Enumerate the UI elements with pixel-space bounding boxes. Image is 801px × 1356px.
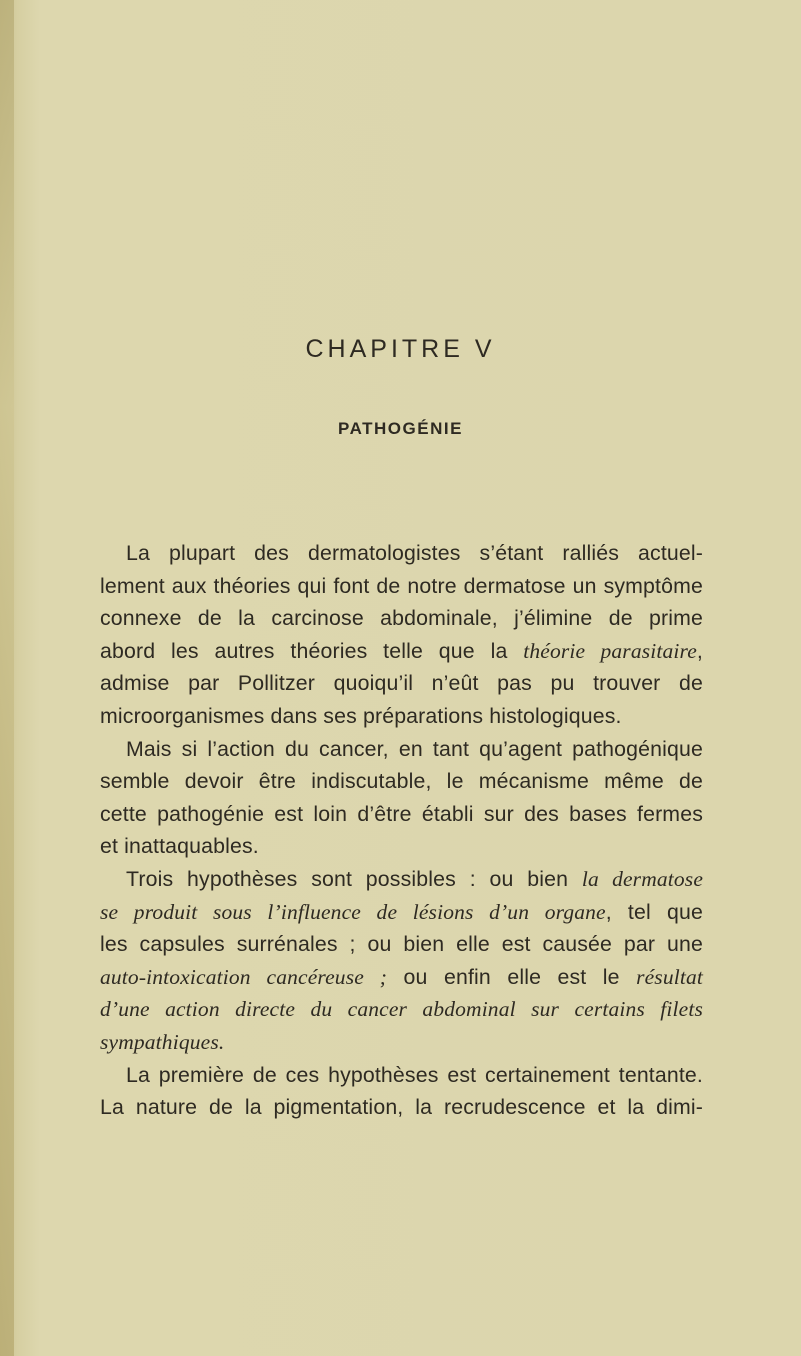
text-line [100,928,703,961]
page-edge-shadow [0,0,14,1356]
text-segment: admise par Pollitzer quoiqu’il n’eût pas pu trouver de [100,671,703,696]
italic-text: d’une action directe du cancer abdominal sur certains filets [100,997,703,1022]
text-line [100,896,703,929]
text-segment: connexe de la carcinose abdominale, j’élimine de prime [100,606,703,631]
italic-text: résultat [636,964,703,989]
text-line [100,830,703,863]
text-line [100,602,703,635]
text-segment: Mais si l’action du cancer, en tant qu’agent pathogénique [126,736,703,761]
italic-text: la dermatose [581,866,704,891]
text-line [100,537,703,570]
text-line [100,961,703,994]
italic-text: sympathiques. [100,1029,225,1054]
text-line [100,993,703,1026]
text-segment: ou enfin elle est le [387,964,637,989]
text-segment: Trois hypothèses sont possibles : ou bien [126,866,582,891]
text-line [100,798,703,831]
section-title: PATHOGÉNIE [338,419,463,438]
text-line [100,863,703,896]
text-segment: La plupart des dermatologistes s’étant ralliés actuel- [126,541,703,565]
text-segment: lement aux théories qui font de notre dermatose un symptôme [100,573,703,598]
text-line [100,733,703,766]
text-line [100,1026,703,1059]
text-segment: , [696,638,703,663]
chapter-heading: CHAPITRE V [305,335,496,363]
text-segment: microorganismes dans ses préparations histologiques. [100,703,622,728]
text-line [100,1059,703,1092]
italic-text: auto-intoxication cancéreuse ; [100,964,388,989]
text-segment: abord les autres théories telle que la [100,638,524,663]
body-text [100,537,703,1124]
text-segment: , tel que [605,899,703,924]
text-segment: semble devoir être indiscutable, le mécanisme même de [100,769,703,794]
text-segment: et inattaquables. [100,834,259,859]
text-segment: les capsules surrénales ; ou bien elle est causée par une [100,932,703,957]
text-line [100,765,703,798]
italic-text: théorie parasitaire [523,638,697,663]
text-segment: La nature de la pigmentation, la recrudescence et la dimi- [100,1095,703,1120]
text-line [100,570,703,603]
text-segment: La première de ces hypothèses est certainement tentante. [126,1062,703,1087]
text-line [100,1091,703,1124]
text-segment: cette pathogénie est loin d’être établi sur des bases fermes [100,801,703,826]
text-line [100,635,703,668]
text-line [100,667,703,700]
text-line [100,700,703,733]
italic-text: se produit sous l’influence de lésions d’un organe [100,899,606,924]
